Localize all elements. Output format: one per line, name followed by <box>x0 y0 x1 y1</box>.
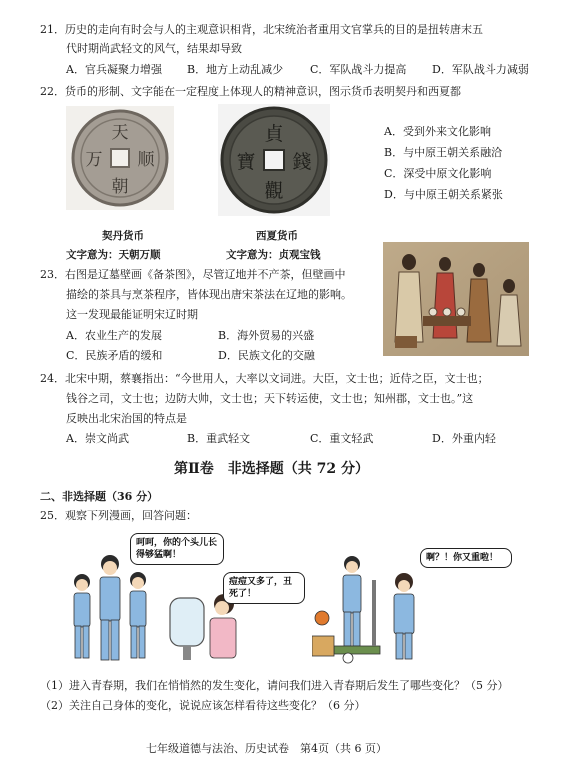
coin2-char-left: 寶 <box>236 151 256 173</box>
q23-stem-line1: 23．右图是辽墓壁画《备茶图》，尽管辽地并不产茶，但壁画中 <box>40 268 346 281</box>
khitan-coin-caption: 契丹货币 <box>102 230 144 242</box>
speech-bubble-tall: 呵呵，你的个头儿长得够猛啊！ <box>130 533 224 565</box>
q21-option-d[interactable]: D．军队战斗力减弱 <box>432 63 529 76</box>
q23-stem-line2: 描绘的茶具与烹茶程序，皆体现出唐宋茶法在辽地的影响。 <box>66 288 352 301</box>
boy-figure-3 <box>130 572 146 658</box>
tea-preparation-mural-image <box>383 242 529 356</box>
khitan-coin-image <box>66 106 174 210</box>
coin1-char-right: 顺 <box>137 150 155 170</box>
q24-option-b[interactable]: B．重武轻文 <box>187 432 251 445</box>
q24-stem-line3: 反映出北宋治国的特点是 <box>66 412 187 425</box>
q23-stem-line3: 这一发现最能证明宋辽时期 <box>66 308 198 321</box>
coin2-char-top: 貞 <box>264 123 284 145</box>
q21-stem-line2: 代时期尚武轻文的风气，结果却导致 <box>66 42 242 55</box>
q23-option-a[interactable]: A．农业生产的发展 <box>66 329 162 342</box>
q22-option-a[interactable]: A．受到外来文化影响 <box>384 125 491 138</box>
q23-option-c[interactable]: C．民族矛盾的缓和 <box>66 349 163 362</box>
western-xia-coin-image <box>218 104 330 216</box>
part-2-heading: 二、非选择题（36 分） <box>40 490 159 503</box>
q21-option-a[interactable]: A．官兵凝聚力增强 <box>66 63 162 76</box>
q22-stem-line1: 22．货币的形制、文字能在一定程度上体现人的精神意识，图示货币表明契丹和西夏都 <box>40 85 461 98</box>
q22-option-c[interactable]: C．深受中原文化影响 <box>384 167 492 180</box>
q22-option-b[interactable]: B．与中原王朝关系融洽 <box>384 146 503 159</box>
q22-option-d[interactable]: D．与中原王朝关系紧张 <box>384 188 503 201</box>
speech-bubble-weight: 啊？！你又重啦！ <box>420 548 512 568</box>
western-xia-coin-meaning: 文字意为：贞观宝钱 <box>226 249 321 261</box>
coin1-char-left: 万 <box>85 150 103 170</box>
q24-option-d[interactable]: D．外重内轻 <box>432 432 496 445</box>
q23-option-d[interactable]: D．民族文化的交融 <box>218 349 315 362</box>
section-2-title: 第Ⅱ卷 非选择题（共 72 分） <box>174 461 370 477</box>
q25-subquestion-2: （2）关注自己身体的变化，说说应该怎样看待这些变化？（6 分） <box>40 699 366 712</box>
boy-figure-1 <box>74 574 90 658</box>
coin1-char-bottom: 朝 <box>111 177 129 197</box>
q21-stem-line1: 21．历史的走向有时会与人的主观意识相背，北宋统治者重用文官掌兵的目的是扭转唐末五 <box>40 23 483 36</box>
q21-option-b[interactable]: B．地方上动乱减少 <box>187 63 284 76</box>
boy-figure-2 <box>100 555 120 660</box>
q23-option-b[interactable]: B．海外贸易的兴盛 <box>218 329 315 342</box>
q24-stem-line2: 钱谷之司，文士也；边防大帅，文士也；天下转运使，文士也；知州郡，文士也。”这 <box>66 392 474 405</box>
q25-subquestion-1: （1）进入青春期，我们在悄悄然的发生变化，请问我们进入青春期后发生了哪些变化？（5 分） <box>40 679 509 692</box>
coin1-char-top: 天 <box>111 123 129 143</box>
speech-bubble-acne: 痘痘又多了，丑死了！ <box>223 572 305 604</box>
western-xia-coin-caption: 西夏货币 <box>256 230 298 242</box>
page-footer: 七年级道德与法治、历史试卷 第4页（共 6 页） <box>146 742 387 755</box>
q25-stem: 25．观察下列漫画，回答问题： <box>40 509 197 522</box>
q24-option-c[interactable]: C．重文轻武 <box>310 432 374 445</box>
q24-option-a[interactable]: A．崇文尚武 <box>66 432 129 445</box>
khitan-coin-meaning: 文字意为：天朝万顺 <box>66 249 161 261</box>
coin2-char-bottom: 觀 <box>264 180 284 202</box>
q24-stem-line1: 24．北宋中期，蔡襄指出：“今世用人，大率以文词进。大臣，文士也；近侍之臣，文士也； <box>40 372 489 385</box>
q21-option-c[interactable]: C．军队战斗力提高 <box>310 63 407 76</box>
coin2-char-right: 錢 <box>292 151 312 173</box>
